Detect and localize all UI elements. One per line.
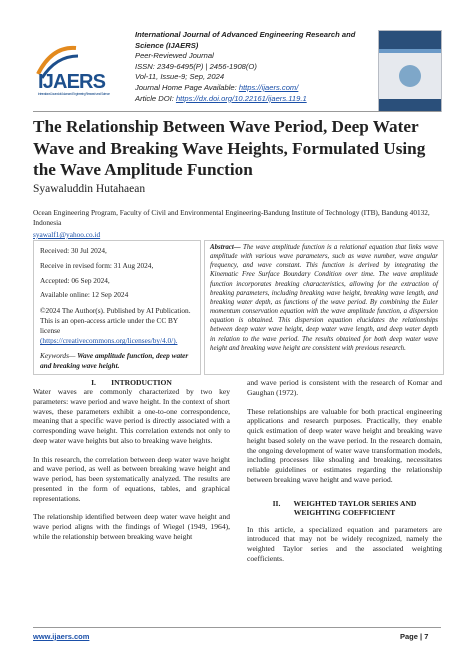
right-column: [247, 378, 442, 564]
intro-paragraph-4: and wave period is consistent with the research of Komar and Gaughan (1972).: [247, 378, 442, 397]
footer-site-link[interactable]: www.ijaers.com: [33, 632, 90, 641]
license-text: ©2024 The Author(s). Published by AI Publication. This is an open-access article under the CC BY license (https://creativecommons.org/licenses/by/4.0/).: [40, 306, 191, 346]
author-email[interactable]: syawalf1@yahoo.co.id: [33, 230, 101, 239]
intro-paragraph-3: The relationship identified between deep water wave height and wave period aligns with the findings of Wiegel (1949, 1964), while the relationship between breaking wave height: [33, 512, 230, 541]
paper-affiliation: Ocean Engineering Program, Faculty of Civil and Environmental Engineering-Bandung Institute of Technology (ITB), Bandung 40132, Indonesia: [33, 208, 430, 227]
left-column: [33, 378, 230, 542]
paper-title: The Relationship Between Wave Period, Deep Water Wave and Breaking Wave Heights, Formulated Using the Wave Amplitude Function: [33, 117, 426, 179]
article-info-box: [33, 240, 201, 375]
license-link[interactable]: (https://creativecommons.org/licenses/by/4.0/).: [40, 336, 178, 346]
peer-reviewed: Peer-Reviewed Journal: [135, 51, 214, 61]
revised-date: Receive in revised form: 31 Aug 2024,: [40, 260, 154, 270]
homepage-link[interactable]: https://ijaers.com/: [238, 82, 299, 92]
received-date: Received: 30 Jul 2024,: [40, 246, 107, 255]
abstract-box: [204, 240, 444, 375]
intro-paragraph-1: Water waves are commonly characterized by two key parameters: wave period and wave height. In the context of short waves, these parameters exhibit a one-to-one correspondence, meaning that a specific wave period is directly associated with a corresponding wave height. This correlation extends not only to deep water wave heights but also to breaking wave heights.: [33, 387, 230, 445]
section2-paragraph-1: In this article, a specialized equation and parameters are introduced that may not be widely recognized, namely the weighted Taylor series and the associated weighting coefficients.: [247, 524, 442, 563]
journal-title: International Journal of Advanced Engineering Research and Science (IJAERS): [135, 30, 356, 50]
journal-header: [135, 30, 371, 104]
intro-paragraph-2: In this research, the correlation between deep water wave height and wave period, as well as between breaking wave height and wave period, has been systematically analyzed. The results are presented in the form of equations, tables, and graphical representations.: [33, 454, 230, 503]
logo-subtext: International Journal of Advanced Engineering Research and Science: [38, 92, 111, 96]
journal-cover-image: [378, 30, 442, 112]
header-divider: [33, 111, 441, 112]
page-number: Page | 7: [400, 632, 429, 641]
abstract-text: Abstract— The wave amplitude function is a relational equation that links wave amplitude with various wave parameters, such as wave number, wave angular frequency, and wave constant. This function is derived by integrating the Kinematic Free Surface Boundary Condition over time. The wave amplitude function incorporates breaking characteristics, allowing for the extraction of breaking parameters, including breaking wave height, breaking wave length, and breaking water depth, as functions of the wave period. By combining the Euler momentum conservation equation with the wave amplitude function, a dispersion equation is obtained. This dispersion equation elucidates the relationships between deep water wave height, deep water wave length, and deep water depth in relation to the wave period. The results obtained for both deep water wave height and breaking wave height are consistent with previous research.: [210, 244, 438, 352]
online-date: Available online: 12 Sep 2024: [40, 290, 129, 300]
issn: ISSN: 2349-6495(P) | 2456-1908(O): [135, 61, 257, 71]
volume: Vol-11, Issue-9; Sep, 2024: [135, 72, 225, 82]
section-weighted-taylor-heading: II. WEIGHTED TAYLOR SERIES AND WEIGHTING COEFFICIENT: [272, 498, 419, 517]
intro-paragraph-5: These relationships are valuable for both practical engineering applications and research purposes. Practically, they enable quick estimation of deep water wave height and breaking wave height based solely on the wave period. In the research domain, the ongoing development of water wave transformation models, including processes like shoaling and breaking, necessitates reliable guidelines or estimates regarding the relationship between breaking wave height and wave period.: [247, 406, 442, 484]
homepage-line: Journal Home Page Available: https://ijaers.com/: [135, 82, 299, 92]
keywords: Keywords— Wave amplitude function, deep water and breaking wave height.: [40, 351, 189, 371]
doi-line: Article DOI: https://dx.doi.org/10.22161/ijaers.119.1: [135, 93, 307, 103]
accepted-date: Accepted: 06 Sep 2024,: [40, 275, 110, 285]
footer-divider: [33, 627, 441, 628]
doi-link[interactable]: https://dx.doi.org/10.22161/ijaers.119.1: [175, 93, 307, 103]
paper-author: Syawaluddin Hutahaean: [33, 183, 146, 195]
journal-logo: [32, 40, 114, 104]
logo-text: IJAERS: [38, 71, 106, 93]
section-introduction-heading: I. INTRODUCTION: [91, 378, 172, 387]
